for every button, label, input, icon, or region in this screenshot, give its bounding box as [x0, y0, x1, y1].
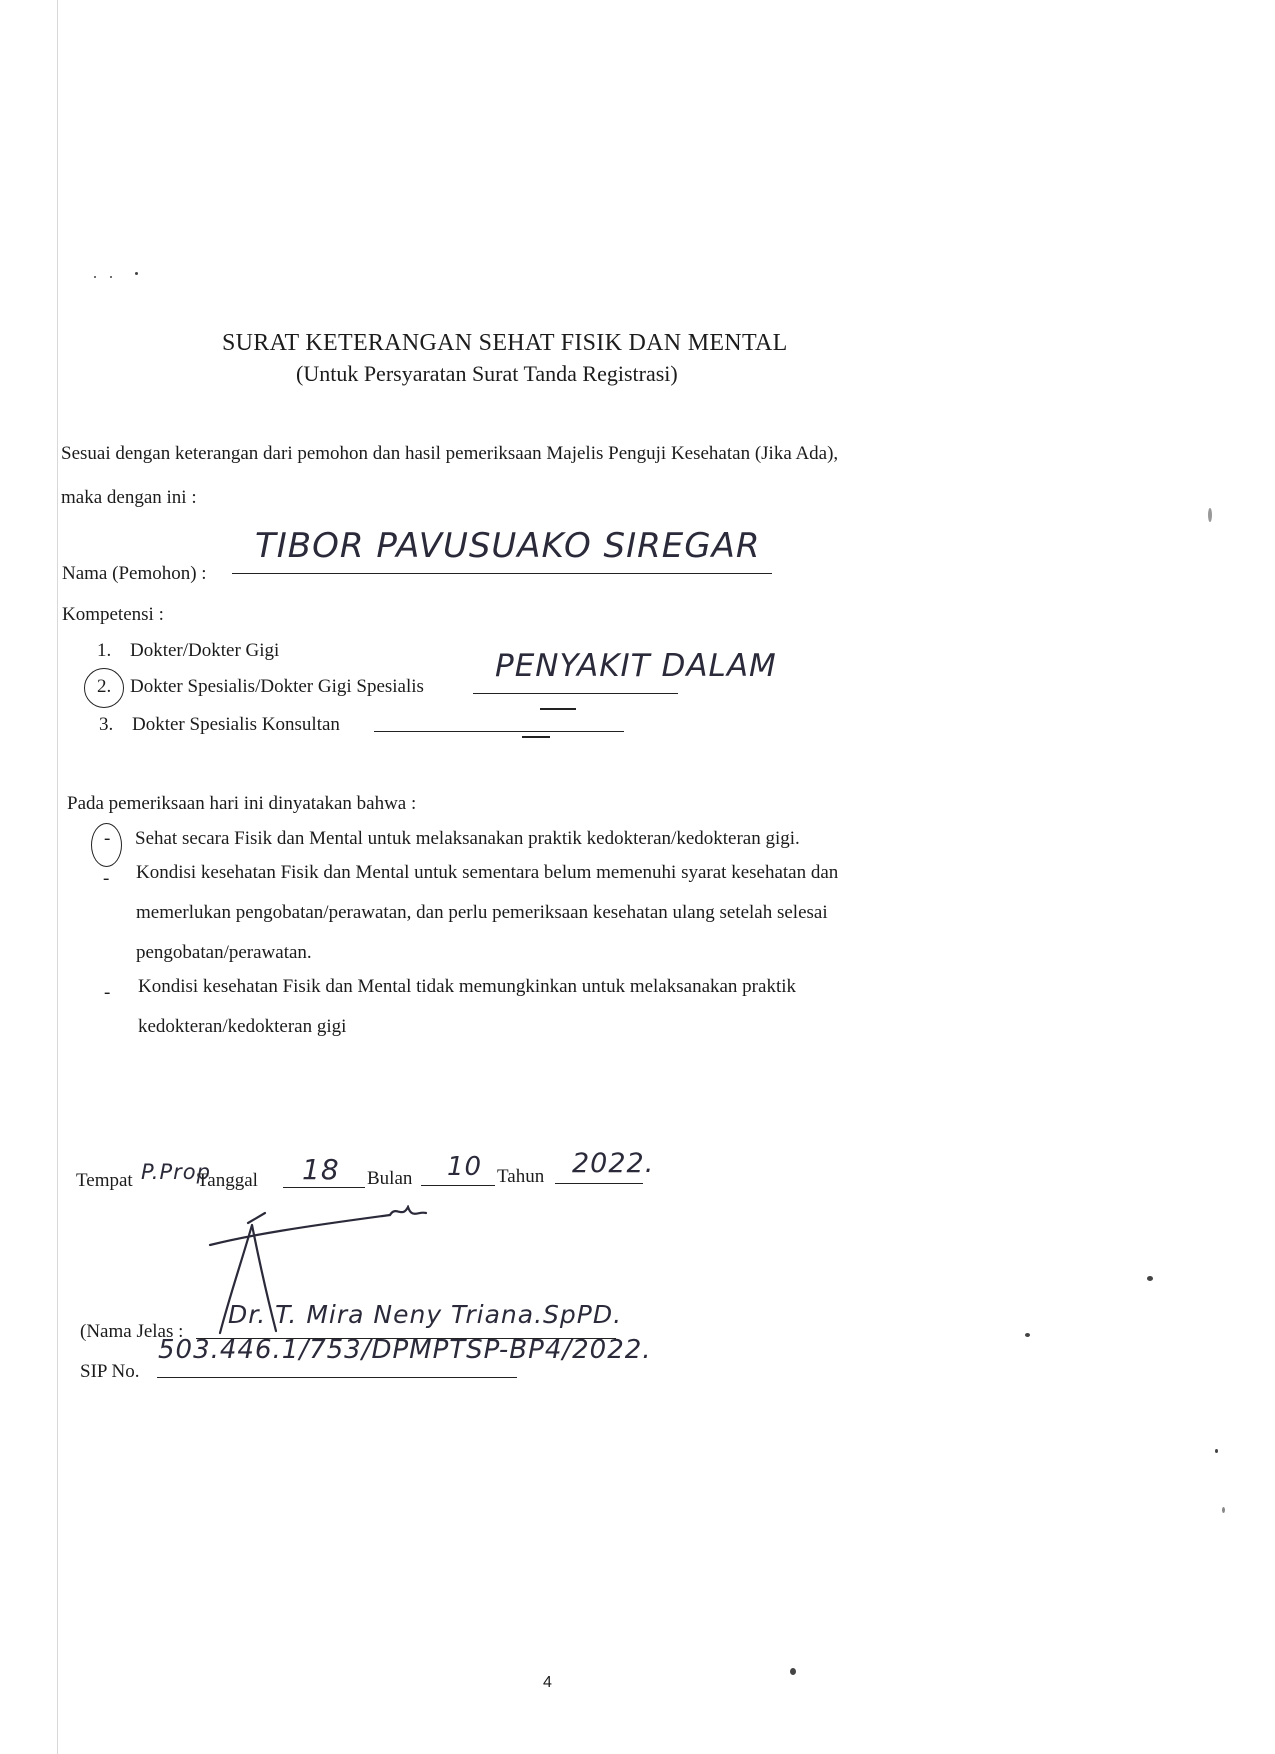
competence-item-1-label: Dokter/Dokter Gigi: [130, 640, 280, 661]
competence-item-3-line: [374, 731, 624, 732]
month-handwritten: 10: [447, 1152, 483, 1182]
document-subtitle: (Untuk Persyaratan Surat Tanda Registrasi): [296, 361, 678, 386]
exam-item-2-line-1: [136, 862, 1001, 884]
applicant-name-line: [232, 573, 772, 574]
month-label: Bulan: [367, 1168, 413, 1189]
sip-handwritten: 503.446.1/753/DPMPTSP-BP4/2022.: [158, 1335, 652, 1365]
month-line: [421, 1185, 495, 1186]
dash-mark: [540, 708, 576, 710]
year-label: Tahun: [497, 1166, 545, 1187]
competence-label: Kompetensi :: [62, 604, 164, 625]
selected-oval-mark: [91, 823, 122, 867]
day-handwritten: 18: [302, 1153, 340, 1186]
competence-item-2-label: Dokter Spesialis/Dokter Gigi Spesialis: [130, 676, 424, 697]
competence-item-1-number: 1.: [97, 640, 112, 661]
intro-line-1: Sesuai dengan keterangan dari pemohon dan hasil pemeriksaan Majelis Penguji Kesehatan (Jika Ada),: [61, 443, 839, 464]
name-label: (Nama Jelas :: [80, 1321, 184, 1342]
place-handwritten: P.Prop: [141, 1160, 211, 1184]
competence-item-2-number: 2.: [97, 676, 112, 697]
exam-item-3-bullet: -: [104, 982, 111, 1003]
day-label: Tanggal: [197, 1170, 258, 1191]
exam-item-2-line-1-text: Kondisi kesehatan Fisik dan Mental untuk sementara belum memenuhi syarat kesehatan dan: [136, 862, 839, 883]
selected-circle-mark: [84, 668, 124, 708]
page-number: 4: [543, 1674, 552, 1691]
signatory-name-handwritten: Dr. T. Mira Neny Triana.SpPD.: [228, 1300, 623, 1329]
intro-line-2: maka dengan ini :: [61, 487, 197, 508]
exam-item-2-bullet: -: [103, 868, 110, 889]
exam-item-1-line-1: Sehat secara Fisik dan Mental untuk melaksanakan praktik kedokteran/kedokteran gigi.: [135, 828, 800, 849]
scan-margin-line: [57, 0, 58, 1754]
exam-item-2-line-3: pengobatan/perawatan.: [136, 942, 312, 963]
applicant-label: Nama (Pemohon) :: [62, 563, 207, 584]
competence-item-3-label: Dokter Spesialis Konsultan: [132, 714, 340, 735]
competence-item-3-number: 3.: [99, 714, 114, 735]
sip-label: SIP No.: [80, 1361, 140, 1382]
exam-item-3-line-2: kedokteran/kedokteran gigi: [138, 1016, 347, 1037]
day-line: [283, 1187, 365, 1188]
sip-line: [157, 1377, 517, 1378]
applicant-name-handwritten: TIBOR PAVUSUAKO SIREGAR: [255, 526, 761, 566]
year-handwritten: 2022.: [572, 1148, 655, 1179]
dash-mark-2: [522, 736, 550, 738]
competence-item-2-line: [473, 693, 678, 694]
exam-item-3-line-1: Kondisi kesehatan Fisik dan Mental tidak memungkinkan untuk melaksanakan praktik: [138, 976, 797, 997]
exam-item-1-bullet: -: [104, 828, 111, 849]
examination-label: Pada pemeriksaan hari ini dinyatakan bahwa :: [67, 793, 417, 814]
year-line: [555, 1183, 643, 1184]
specialty-handwritten: PENYAKIT DALAM: [495, 648, 777, 684]
exam-item-2-line-2: memerlukan pengobatan/perawatan, dan perlu pemeriksaan kesehatan ulang setelah selesai: [136, 902, 828, 923]
document-title: SURAT KETERANGAN SEHAT FISIK DAN MENTAL: [222, 330, 788, 356]
place-label: Tempat: [76, 1170, 133, 1191]
